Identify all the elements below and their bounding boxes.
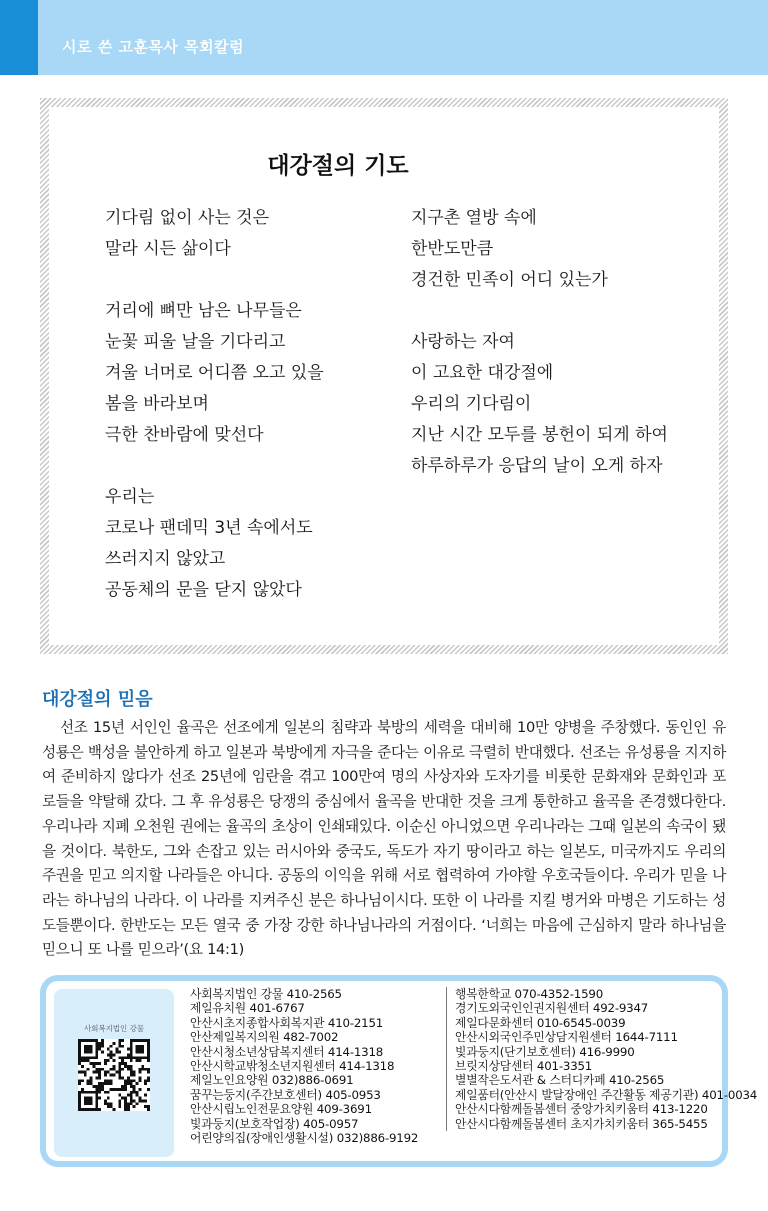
poem-line: 거리에 뼈만 남은 나무들은: [105, 301, 302, 321]
contact-item: 행복한학교 070-4352-1590: [455, 987, 604, 1001]
contact-item: 제일품터(안산시 발달장애인 주간활동 제공기관) 401-0034: [455, 1087, 758, 1102]
poem-title-text: 대강절의 기도: [267, 153, 409, 179]
contact-item: 어린양의집(장애인생활시설) 032)886-9192: [190, 1131, 419, 1146]
poem-line: 한반도만큼: [411, 239, 494, 259]
contact-item: 빛과둥지(보호작업장) 405-0957: [190, 1116, 359, 1131]
poem-line: 우리는: [105, 487, 155, 507]
contact-item: 안산시립노인전문요양원 409-3691: [190, 1102, 372, 1117]
header-accent: [0, 0, 38, 75]
poem-line: 공동체의 문을 닫지 않았다: [105, 580, 302, 600]
poem-line: 코로나 팬데믹 3년 속에서도: [105, 518, 313, 538]
contact-item: 안산시초지종합사회복지관 410-2151: [190, 1015, 384, 1030]
poem-stanza: [105, 203, 324, 265]
qr-panel: [54, 989, 174, 1157]
poem-left-column: [105, 203, 324, 637]
poem-line: 지구촌 열방 속에: [411, 208, 537, 228]
poem-line: 봄을 바라보며: [105, 394, 209, 414]
contact-item: 빛과둥지(단기보호센터) 416-9990: [455, 1044, 635, 1059]
poem-line: 극한 찬바람에 맞선다: [105, 425, 264, 445]
header-bar: [0, 0, 768, 75]
contact-item: 안산시외국인주민상담지원센터 1644-7111: [455, 1030, 678, 1045]
contact-item: 브릿지상담센터 401-3351: [455, 1059, 593, 1074]
contact-item: 안산시다함께돌봄센터 초지가치키움터 365-5455: [455, 1116, 708, 1131]
contact-item: 별별작은도서관 & 스터디카페 410-2565: [455, 1073, 665, 1088]
contact-item: 안산제일복지의원 482-7002: [190, 1030, 339, 1045]
poem-right-column: [411, 203, 668, 513]
poem-line: 우리의 기다림이: [411, 394, 532, 414]
poem-stanza: [105, 296, 324, 451]
contact-item: 제일유치원 401-6767: [190, 1001, 305, 1016]
poem-line: 하루하루가 응답의 날이 오게 하자: [411, 456, 663, 476]
column-title: 대강절의 믿음: [42, 689, 153, 710]
contact-item: 안산시청소년상담복지센터 414-1318: [190, 1044, 384, 1059]
poem-title: [49, 147, 719, 180]
contact-item: 제일노인요양원 032)886-0691: [190, 1073, 354, 1088]
poem-line: 기다림 없이 사는 것은: [105, 208, 270, 228]
contact-item: 경기도외국인인권지원센터 492-9347: [455, 1001, 649, 1016]
poem-frame: [40, 98, 728, 654]
qr-label: 사회복지법인 강물: [83, 1024, 145, 1033]
poem-stanza: [411, 327, 668, 482]
contact-item: 사회복지법인 강물 410-2565: [190, 987, 342, 1001]
poem-line: 말라 시든 삶이다: [105, 239, 231, 259]
poem-line: 경건한 민족이 어디 있는가: [411, 270, 608, 290]
poem-line: 이 고요한 대강절에: [411, 363, 554, 383]
poem-stanza: [105, 482, 324, 606]
contact-item: 꿈꾸는둥지(주간보호센터) 405-0953: [190, 1087, 381, 1102]
contact-list-right: [446, 987, 757, 1131]
contact-item: 안산시학교밖청소년지원센터 414-1318: [190, 1059, 395, 1074]
contact-box: [40, 975, 758, 1167]
poem-line: 겨울 너머로 어디쯤 오고 있을: [105, 363, 324, 383]
column-body: 선조 15년 서인인 율곡은 선조에게 일본의 침략과 북방의 세력을 대비해 10만 양병을 주창했다. 동인인 유성룡은 백성을 불안하게 하고 일본과 북방에게 자극을 준다는 이유로 극렬히 반대했다. 선조는 유성룡을 지지하여 준비하지 않다가 선조 25년에 임란을 겪고 100만여 명의 사상자와 도자기를 비롯한 문화재와 문화인과 포로들을 약탈해 갔다. 그 후 유성룡은 당쟁의 중심에서 율곡을 반대한 것을 크게 통한하고 율곡을 존경했다한다. 우리나라 지폐 오천원 권에는 율곡의 초상이 인쇄돼있다. 이순신 아니었으면 우리나라는 그때 일본의 속국이 됐을 것이다. 북한도, 그와 손잡고 있는 러시아와 중국도, 독도가 자기 땅이라고 하는 일본도, 미국까지도 우리의 주권을 믿고 의지할 나라들은 아니다. 공동의 이익을 위해 서로 협력하여 가야할 우호국들이다. 우리가 믿을 나라는 하나님의 나라다. 이 나라를 지켜주신 분은 하나님이시다. 또한 이 나라를 지킬 병거와 마병은 기도하는 성도들뿐이다. 한반도는 모든 열국 중 가장 강한 하나님나라의 거점이다. ‘너희는 마음에 근심하지 말라 하나님을 믿으니 또 나를 믿으라’(요 14:1): [42, 719, 727, 959]
header-title: 시로 쓴 고훈목사 목회칼럼: [62, 38, 245, 56]
poem-line: 사랑하는 자여: [411, 332, 515, 352]
contact-list-left: [190, 987, 418, 1145]
contact-item: 제일다문화센터 010-6545-0039: [455, 1015, 626, 1030]
poem-line: 지난 시간 모두를 봉헌이 되게 하여: [411, 425, 668, 445]
poem-stanza: [411, 203, 668, 296]
poem-line: 쓰러지지 않았고: [105, 549, 226, 569]
poem-line: 눈꽃 피울 날을 기다리고: [105, 332, 286, 352]
contact-item: 안산시다함께돌봄센터 중앙가치키움터 413-1220: [455, 1102, 708, 1117]
qr-code-icon[interactable]: [78, 1039, 150, 1111]
